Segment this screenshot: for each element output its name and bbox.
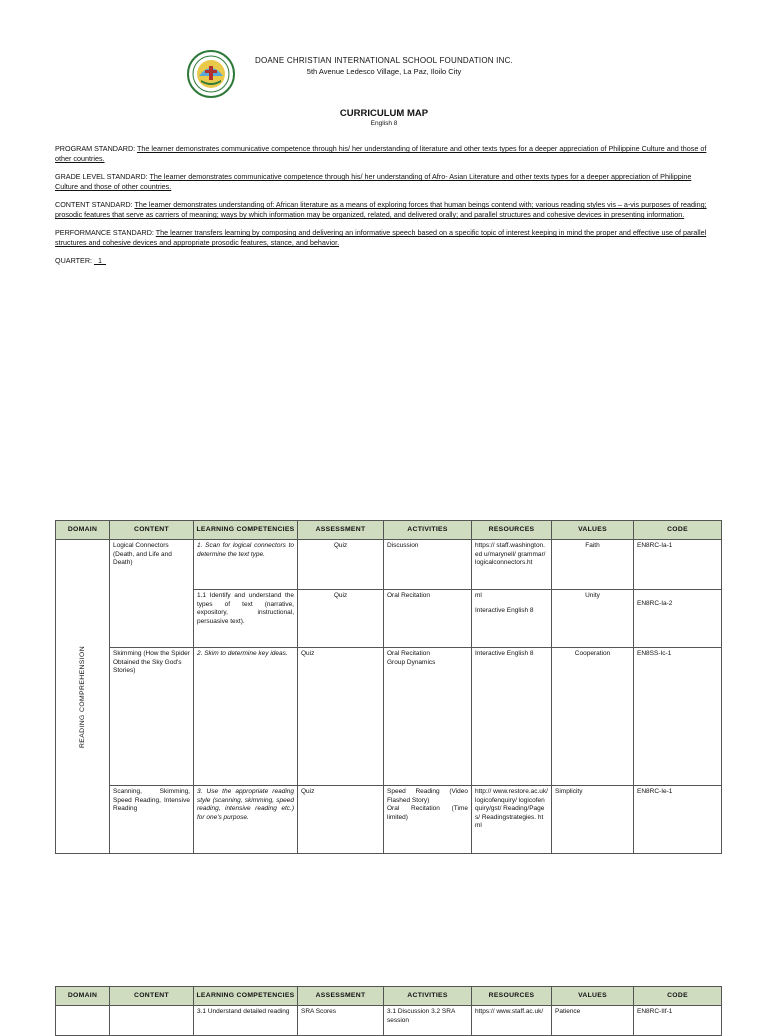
header-activities: ACTIVITIES bbox=[384, 987, 472, 1006]
code-cell: EN8RC-Ia-2 bbox=[634, 590, 722, 648]
header-resources: RESOURCES bbox=[472, 987, 552, 1006]
competency-cell: 1. Scan for logical connectors to determine the text type. bbox=[194, 540, 298, 590]
values-cell: Patience bbox=[552, 1006, 634, 1036]
assessment-cell: Quiz bbox=[298, 786, 384, 854]
activities-cell: 3.1 Discussion 3.2 SRA session bbox=[384, 1006, 472, 1036]
content-cell bbox=[110, 1006, 194, 1036]
table-row bbox=[56, 1006, 722, 1036]
competency-cell: 3. Use the appropriate reading style (scanning, skimming, speed reading, intensive reading etc.) for one's purpose. bbox=[194, 786, 298, 854]
assessment-cell: Quiz bbox=[298, 540, 384, 590]
table-row bbox=[56, 648, 722, 786]
values-cell: Simplicity bbox=[552, 786, 634, 854]
header-assessment: ASSESSMENT bbox=[298, 987, 384, 1006]
grade-level-standard bbox=[55, 172, 711, 192]
header-activities: ACTIVITIES bbox=[384, 521, 472, 540]
grade-level-standard-label: GRADE LEVEL STANDARD: bbox=[55, 172, 148, 181]
document-subtitle: English 8 bbox=[370, 120, 398, 127]
resources-cell: https:// www.staff.ac.uk/ bbox=[472, 1006, 552, 1036]
table-row bbox=[56, 540, 722, 590]
header-assessment: ASSESSMENT bbox=[298, 521, 384, 540]
header-learning-competencies: LEARNING COMPETENCIES bbox=[194, 987, 298, 1006]
values-cell: Faith bbox=[552, 540, 634, 590]
performance-standard-text: The learner transfers learning by composing and delivering an informative speech based on a specific topic of interest keeping in mind the proper and effective use of parallel structures and cohesive devices and appropriate prosodic features, stance, and behavior. bbox=[55, 228, 707, 247]
school-name: DOANE CHRISTIAN INTERNATIONAL SCHOOL FOUNDATION INC. bbox=[255, 56, 513, 65]
resources-link-end: ml bbox=[475, 592, 482, 599]
quarter-value: 1 bbox=[98, 256, 103, 265]
competency-cell: 3.1 Understand detailed reading bbox=[194, 1006, 298, 1036]
activities-cell: Oral Recitation bbox=[384, 590, 472, 648]
domain-label: READING COMPREHENSION bbox=[78, 645, 86, 748]
header-resources: RESOURCES bbox=[472, 521, 552, 540]
performance-standard bbox=[55, 228, 711, 248]
content-cell: Skimming (How the Spider Obtained the Sky God's Stories) bbox=[110, 648, 194, 786]
header-code: CODE bbox=[634, 521, 722, 540]
header-values: VALUES bbox=[552, 987, 634, 1006]
document-title: CURRICULUM MAP bbox=[339, 108, 429, 119]
school-address: 5th Avenue Ledesco Village, La Paz, Iloilo City bbox=[306, 67, 462, 76]
activities-cell bbox=[384, 786, 472, 854]
values-cell: Cooperation bbox=[552, 648, 634, 786]
table-header-row bbox=[56, 521, 722, 540]
program-standard bbox=[55, 144, 711, 164]
values-cell: Unity bbox=[552, 590, 634, 648]
grade-level-standard-text: The learner demonstrates communicative competence through his/ her understanding of Afro- Asian Literature and other texts types for a deeper appreciation of Philippine Culture and those of other countries. bbox=[55, 172, 692, 191]
table-row bbox=[56, 786, 722, 854]
code-cell: EN8RC-Ia-1 bbox=[634, 540, 722, 590]
activity-item: Oral Recitation bbox=[387, 650, 430, 657]
domain-cell bbox=[56, 540, 110, 854]
assessment-cell: Quiz bbox=[298, 590, 384, 648]
performance-standard-label: PERFORMANCE STANDARD: bbox=[55, 228, 154, 237]
program-standard-text: The learner demonstrates communicative competence through his/ her understanding of literature and other texts types for a deeper appreciation of Philippine Culture and those of other countries. bbox=[55, 144, 707, 163]
content-cell: Scanning, Skimming, Speed Reading, Intensive Reading bbox=[110, 786, 194, 854]
competency-cell: 1.1 Identify and understand the types of text (narrative, expository, instructional, persuasive text). bbox=[194, 590, 298, 648]
header-learning-competencies: LEARNING COMPETENCIES bbox=[194, 521, 298, 540]
resources-cell: https:// staff.washington.ed u/marynell/ grammar/ logicalconnectors.ht bbox=[472, 540, 552, 590]
assessment-cell: SRA Scores bbox=[298, 1006, 384, 1036]
header-domain: DOMAIN bbox=[56, 521, 110, 540]
domain-cell bbox=[56, 1006, 110, 1036]
quarter-line bbox=[55, 256, 711, 266]
activities-cell: Discussion bbox=[384, 540, 472, 590]
resources-cell bbox=[472, 590, 552, 648]
content-standard bbox=[55, 200, 711, 220]
standards-section bbox=[55, 144, 711, 274]
code-cell: EN8RC-IIf-1 bbox=[634, 1006, 722, 1036]
program-standard-label: PROGRAM STANDARD: bbox=[55, 144, 136, 153]
header-code: CODE bbox=[634, 987, 722, 1006]
header-content: CONTENT bbox=[110, 521, 194, 540]
quarter-label: QUARTER: bbox=[55, 256, 93, 265]
content-standard-label: CONTENT STANDARD: bbox=[55, 200, 133, 209]
header-content: CONTENT bbox=[110, 987, 194, 1006]
curriculum-table-2 bbox=[55, 986, 722, 1036]
activities-cell bbox=[384, 648, 472, 786]
assessment-cell: Quiz bbox=[298, 648, 384, 786]
header-values: VALUES bbox=[552, 521, 634, 540]
curriculum-table-1 bbox=[55, 520, 722, 854]
competency-cell: 2. Skim to determine key ideas. bbox=[194, 648, 298, 786]
table-header-row bbox=[56, 987, 722, 1006]
activity-item: Oral Recitation (Time limited) bbox=[387, 805, 468, 821]
activity-item: Speed Reading (Video Flashed Story) bbox=[387, 788, 468, 804]
content-cell: Logical Connectors (Death, and Life and Death) bbox=[110, 540, 194, 648]
content-standard-text: The learner demonstrates understanding of: African literature as a means of exploring forces that human beings contend with; various reading styles vis – a-vis purposes of reading; prosodic features that serve as carriers of meaning; ways by which information may be organized, related, and delivered orally; and parallel structures and cohesive devices in presenting information. bbox=[55, 200, 707, 219]
header-domain: DOMAIN bbox=[56, 987, 110, 1006]
code-cell: EN8SS-Ic-1 bbox=[634, 648, 722, 786]
resources-cell: http:// www.restore.ac.uk/ logicofenquiry/ logicofenquiry/gst/ Reading/Pages/ Readingstrategies. html bbox=[472, 786, 552, 854]
resources-cell: Interactive English 8 bbox=[472, 648, 552, 786]
activity-item: Group Dynamics bbox=[387, 658, 436, 666]
resources-book: Interactive English 8 bbox=[475, 606, 534, 614]
code-cell: EN8RC-Ie-1 bbox=[634, 786, 722, 854]
